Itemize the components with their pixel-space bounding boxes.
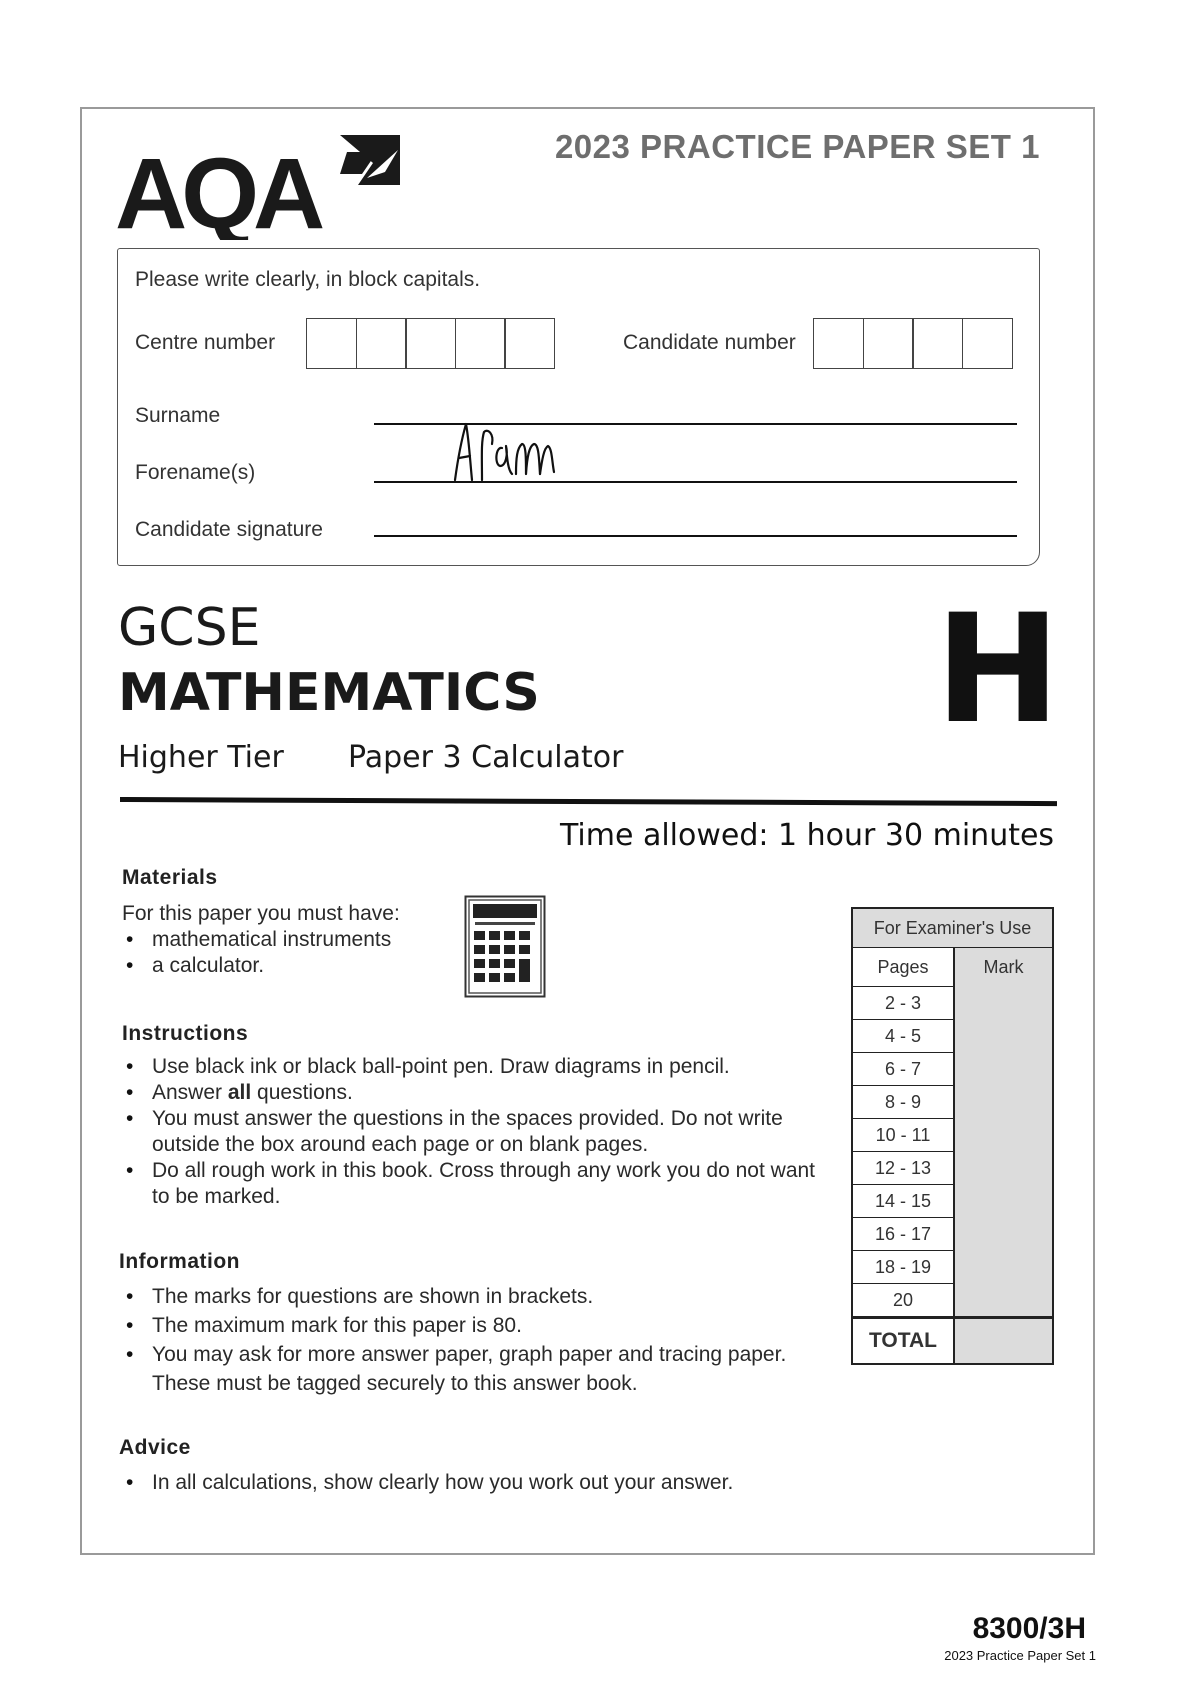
total-label: TOTAL — [853, 1318, 954, 1364]
pages-cell: 18 - 19 — [853, 1251, 954, 1284]
paper-set-label: 2023 Practice Paper Set 1 — [944, 1648, 1096, 1663]
mark-cell — [954, 1053, 1052, 1086]
materials-section — [122, 901, 452, 979]
information-item: • The marks for questions are shown in brackets. — [122, 1282, 837, 1311]
pages-cell: 4 - 5 — [853, 1020, 954, 1053]
mark-cell — [954, 987, 1052, 1020]
materials-intro: For this paper you must have: — [122, 902, 400, 925]
qualification-title: GCSE — [118, 598, 261, 658]
instructions-item: • You must answer the questions in the spaces provided. Do not write outside the box around each page or on blank pages. — [122, 1106, 832, 1158]
centre-digit-box[interactable] — [356, 318, 407, 369]
signature-field[interactable] — [374, 535, 1017, 537]
advice-item: • In all calculations, show clearly how you work out your answer. — [122, 1470, 837, 1496]
instructions-item: • Do all rough work in this book. Cross through any work you do not want to be marked. — [122, 1158, 832, 1210]
centre-digit-box[interactable] — [455, 318, 506, 369]
advice-section — [122, 1470, 837, 1496]
centre-number-label: Centre number — [135, 331, 276, 354]
materials-item: • mathematical instruments — [122, 927, 452, 953]
instructions-item: • Use black ink or black ball-point pen. Draw diagrams in pencil. — [122, 1054, 832, 1080]
centre-number-input[interactable] — [306, 318, 554, 369]
pages-cell: 2 - 3 — [853, 987, 954, 1020]
pages-cell: 20 — [853, 1284, 954, 1318]
information-item: • The maximum mark for this paper is 80. — [122, 1311, 837, 1340]
instructions-heading: Instructions — [122, 1022, 249, 1045]
total-mark-cell — [954, 1318, 1052, 1364]
candidate-number-label: Candidate number — [623, 331, 796, 354]
block-capitals-instruction: Please write clearly, in block capitals. — [135, 268, 481, 291]
pages-cell: 16 - 17 — [853, 1218, 954, 1251]
pages-column-header: Pages — [853, 948, 954, 987]
tier-letter: H — [935, 583, 1061, 757]
mark-cell — [954, 1185, 1052, 1218]
pages-cell: 12 - 13 — [853, 1152, 954, 1185]
examiner-table-heading: For Examiner's Use — [853, 909, 1052, 948]
practice-paper-title: 2023 PRACTICE PAPER SET 1 — [554, 128, 1040, 165]
pages-cell: 8 - 9 — [853, 1086, 954, 1119]
examiner-use-table — [851, 907, 1054, 1365]
mark-cell — [954, 1152, 1052, 1185]
svg-text:AQA: AQA — [115, 138, 320, 240]
information-heading: Information — [119, 1250, 240, 1273]
mark-cell — [954, 1020, 1052, 1053]
surname-label: Surname — [135, 404, 221, 427]
time-allowed: Time allowed: 1 hour 30 minutes — [560, 818, 1055, 853]
mark-column-header: Mark — [954, 948, 1052, 987]
materials-heading: Materials — [122, 866, 218, 889]
mark-cell — [954, 1119, 1052, 1152]
subject-title: MATHEMATICS — [118, 663, 540, 723]
paper-code: 8300/3H — [972, 1612, 1086, 1645]
aqa-logo — [115, 130, 415, 240]
mark-cell — [954, 1218, 1052, 1251]
mark-cell — [954, 1284, 1052, 1318]
pages-cell: 6 - 7 — [853, 1053, 954, 1086]
paper-label: Paper 3 Calculator — [348, 740, 624, 775]
materials-item: • a calculator. — [122, 953, 452, 979]
information-section — [122, 1282, 837, 1398]
forenames-handwriting — [450, 418, 590, 488]
information-item: • You may ask for more answer paper, graph paper and tracing paper. These must be tagged securely to this answer book. — [122, 1340, 837, 1398]
pages-cell: 14 - 15 — [853, 1185, 954, 1218]
centre-digit-box[interactable] — [504, 318, 555, 369]
centre-digit-box[interactable] — [405, 318, 456, 369]
pages-cell: 10 - 11 — [853, 1119, 954, 1152]
advice-heading: Advice — [119, 1436, 191, 1459]
centre-digit-box[interactable] — [306, 318, 357, 369]
forenames-label: Forename(s) — [135, 461, 256, 484]
candidate-number-input[interactable] — [813, 318, 1011, 369]
calculator-icon — [464, 895, 546, 998]
mark-cell — [954, 1086, 1052, 1119]
candidate-digit-box[interactable] — [813, 318, 864, 369]
instructions-section — [122, 1054, 832, 1210]
signature-label: Candidate signature — [135, 518, 323, 541]
candidate-digit-box[interactable] — [912, 318, 963, 369]
candidate-digit-box[interactable] — [863, 318, 914, 369]
tier-label: Higher Tier — [118, 740, 284, 775]
mark-cell — [954, 1251, 1052, 1284]
candidate-digit-box[interactable] — [962, 318, 1013, 369]
instructions-item: • Answer all questions. — [122, 1080, 832, 1106]
